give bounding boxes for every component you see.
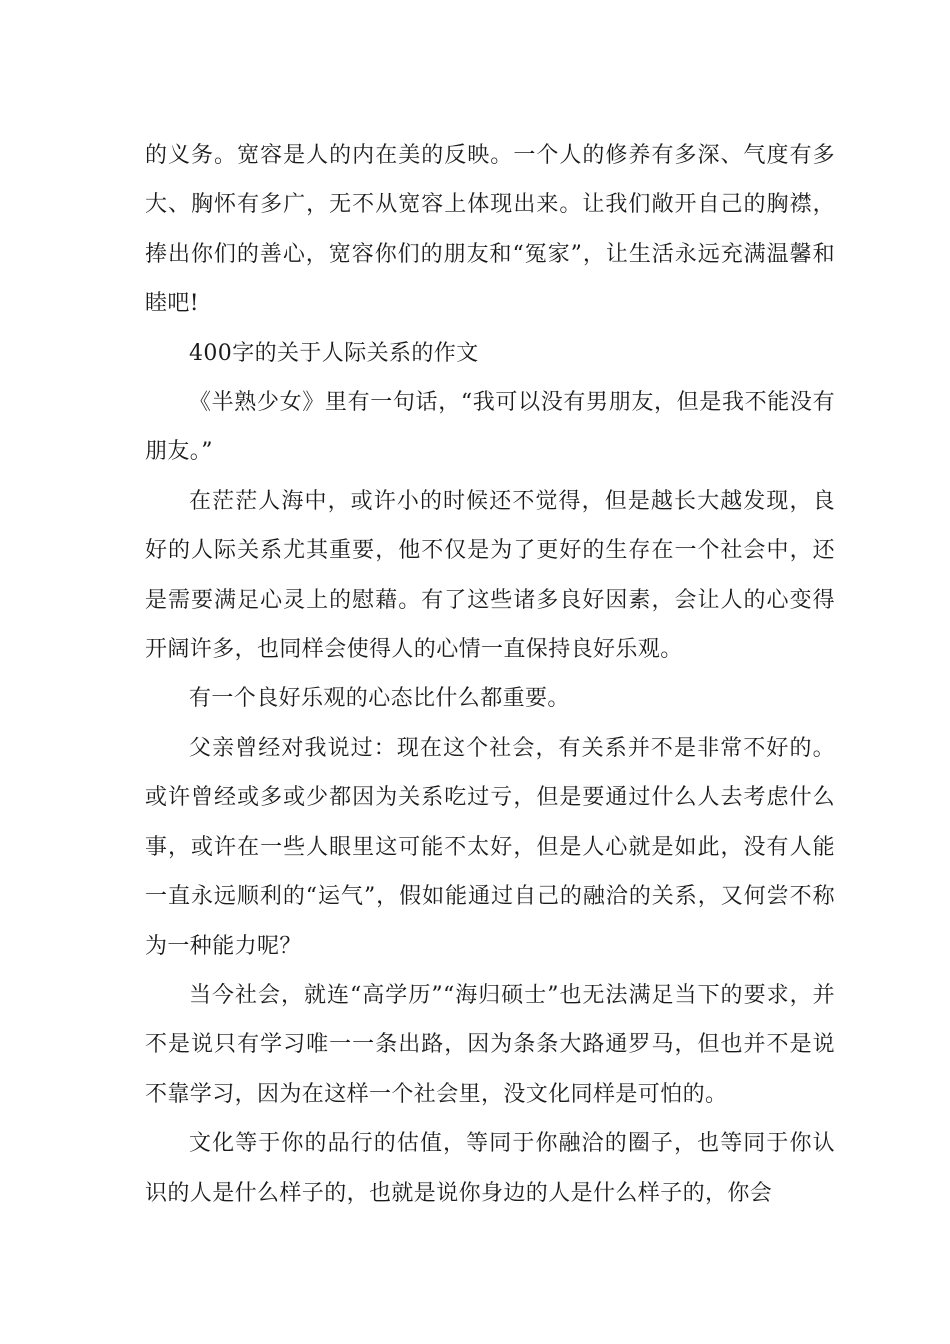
paragraph-6: 父亲曾经对我说过：现在这个社会，有关系并不是非常不好的。或许曾经或多或少都因为关系吃过亏，但是要通过什么人去考虑什么事，或许在一些人眼里这可能不太好，但是人心就是如此，没有人能一直永远顺利的“运气”，假如能通过自己的融洽的关系，又何尝不称为一种能力呢？ — [145, 735, 835, 959]
paragraph-1: 的义务。宽容是人的内在美的反映。一个人的修养有多深、气度有多大、胸怀有多广，无不从宽容上体现出来。让我们敞开自己的胸襟，捧出你们的善心，宽容你们的朋友和“冤家”，让生活永远充满温馨和睦吧! — [145, 143, 835, 317]
paragraph-3: 《半熟少女》里有一句话，“我可以没有男朋友，但是我不能没有朋友。” — [145, 390, 835, 465]
paragraph-2-essay-title: 400字的关于人际关系的作文 — [189, 340, 479, 366]
paragraph-7: 当今社会，就连“高学历”“海归硕士”也无法满足当下的要求，并不是说只有学习唯一一条出路，因为条条大路通罗马，但也并不是说不靠学习，因为在这样一个社会里，没文化同样是可怕的。 — [145, 982, 835, 1107]
paragraph-4: 在茫茫人海中，或许小的时候还不觉得，但是越长大越发现，良好的人际关系尤其重要，他不仅是为了更好的生存在一个社会中，还是需要满足心灵上的慰藉。有了这些诸多良好因素，会让人的心变得开阔许多，也同样会使得人的心情一直保持良好乐观。 — [145, 488, 835, 663]
paragraph-5: 有一个良好乐观的心态比什么都重要。 — [189, 686, 570, 712]
document-body — [145, 131, 835, 1218]
paragraph-8: 文化等于你的品行的估值，等同于你融洽的圈子，也等同于你认识的人是什么样子的，也就是说你身边的人是什么样子的，你会 — [145, 1131, 835, 1206]
